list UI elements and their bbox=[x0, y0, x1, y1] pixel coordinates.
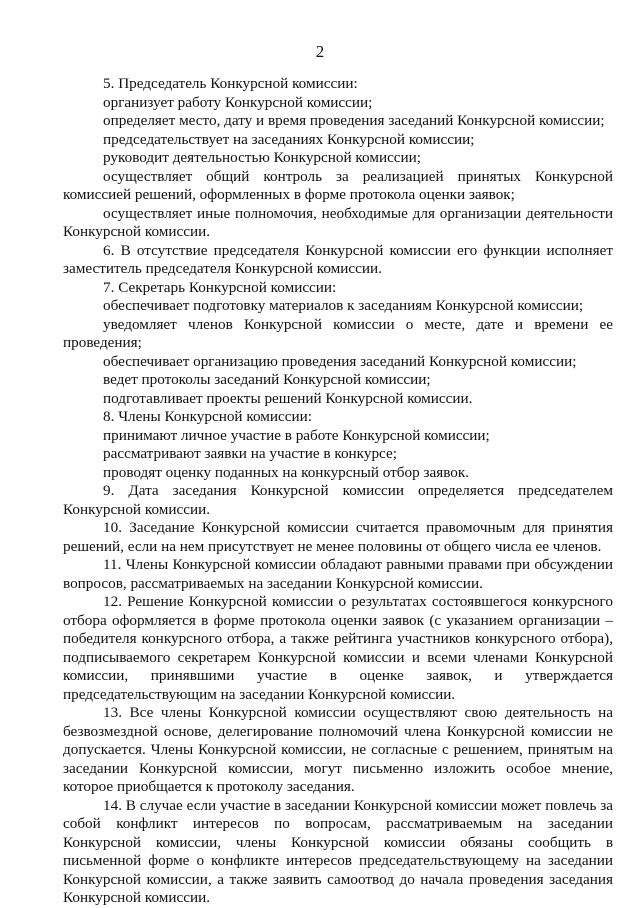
paragraph: руководит деятельностью Конкурсной комиссии; bbox=[103, 149, 422, 166]
paragraph: ведет протоколы заседаний Конкурсной комиссии; bbox=[103, 371, 431, 388]
paragraph: уведомляет членов Конкурсной комиссии о месте, дате и времени ее проведения; bbox=[63, 315, 613, 351]
paragraph: осуществляет общий контроль за реализацией принятых Конкурсной комиссией решений, оформленных в форме протокола оценки заявок; bbox=[63, 167, 613, 203]
page-number: 2 bbox=[315, 42, 325, 61]
paragraph: 13. Все члены Конкурсной комиссии осуществляют свою деятельность на безвозмездной основе, делегирование полномочий члена Конкурсной комиссии не допускается. Члены Конкурсной комиссии, не согласные с решением, принятым на заседании Конкурсной комиссии, могут письменно изложить особое мнение, которое приобщается к протоколу заседания. bbox=[63, 704, 613, 795]
paragraph: 5. Председатель Конкурсной комиссии: bbox=[103, 75, 358, 92]
paragraph: организует работу Конкурсной комиссии; bbox=[103, 93, 373, 111]
paragraph: определяет место, дату и время проведения заседаний Конкурсной комиссии; bbox=[103, 112, 605, 129]
paragraph: принимают личное участие в работе Конкурсной комиссии; bbox=[103, 426, 490, 444]
paragraph: 10. Заседание Конкурсной комиссии считается правомочным для принятия решений, если на нем присутствует не менее половины от общего числа ее членов. bbox=[63, 519, 613, 555]
paragraph: обеспечивает организацию проведения заседаний Конкурсной комиссии; bbox=[103, 352, 577, 370]
paragraph: 7. Секретарь Конкурсной комиссии: bbox=[103, 278, 337, 296]
paragraph: обеспечивает подготовку материалов к заседаниям Конкурсной комиссии; bbox=[103, 297, 584, 314]
paragraph: подготавливает проекты решений Конкурсной комиссии. bbox=[103, 389, 473, 407]
paragraph: рассматривают заявки на участие в конкурсе; bbox=[103, 445, 397, 462]
paragraph: 8. Члены Конкурсной комиссии: bbox=[103, 408, 312, 425]
paragraph: 11. Члены Конкурсной комиссии обладают равными правами при обсуждении вопросов, рассматриваемых на заседании Конкурсной комиссии. bbox=[63, 556, 613, 592]
paragraph: проводят оценку поданных на конкурсный отбор заявок. bbox=[103, 463, 470, 481]
document-body bbox=[63, 75, 613, 908]
paragraph: 9. Дата заседания Конкурсной комиссии определяется председателем Конкурсной комиссии. bbox=[63, 482, 613, 518]
paragraph: 12. Решение Конкурсной комиссии о результатах состоявшегося конкурсного отбора оформляется в форме протокола оценки заявок (с указанием организации – победителя конкурсного отбора, а также рейтинга участников конкурсного отбора), подписываемого секретарем Конкурсной комиссии и всеми членами Конкурсной комиссии, принявшими участие в оценке заявок, и утверждается председательствующим на заседании Конкурсной комиссии. bbox=[63, 593, 613, 703]
paragraph: 14. В случае если участие в заседании Конкурсной комиссии может повлечь за собой конфликт интересов по вопросам, рассматриваемым на заседании Конкурсной комиссии, члены Конкурсной комиссии обязаны сообщить в письменной форме о конфликте интересов председательствующему на заседании Конкурсной комиссии, а также заявить самоотвод до начала проведения заседания Конкурсной комиссии. bbox=[63, 796, 613, 906]
paragraph: 6. В отсутствие председателя Конкурсной комиссии его функции исполняет заместитель председателя Конкурсной комиссии. bbox=[63, 241, 613, 277]
paragraph: осуществляет иные полномочия, необходимые для организации деятельности Конкурсной комиссии. bbox=[63, 204, 613, 240]
paragraph: председательствует на заседаниях Конкурсной комиссии; bbox=[103, 130, 475, 148]
